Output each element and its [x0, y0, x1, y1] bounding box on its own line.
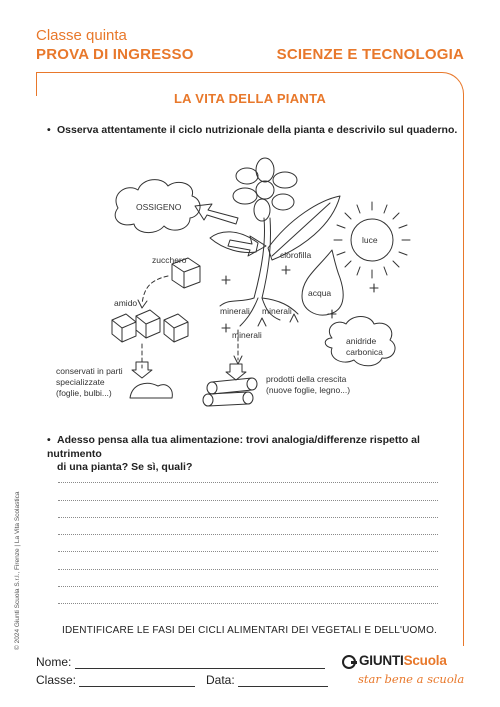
name-input-line[interactable]: [75, 657, 325, 669]
label-conservati-1: conservati in parti: [56, 366, 123, 376]
answer-line[interactable]: [58, 466, 438, 483]
logs-icon: [203, 378, 257, 406]
label-minerali-2: minerali: [262, 306, 292, 316]
plant-stem: [254, 218, 271, 298]
grade-label: Classe quinta: [36, 27, 127, 44]
logo-brand: GIUNTIScuola: [359, 653, 447, 668]
question-1: [47, 124, 467, 138]
instruction-text: IDENTIFICARE LE FASI DEI CICLI ALIMENTARI DEI VEGETALI E DELL'UOMO.: [62, 625, 438, 636]
label-ossigeno: OSSIGENO: [136, 202, 182, 212]
label-amido: amido: [114, 298, 138, 308]
answer-line[interactable]: [58, 535, 438, 552]
plus-sign: [328, 310, 336, 318]
question-1-text: Osserva attentamente il ciclo nutrizionale della pianta e descrivilo sul quaderno.: [57, 124, 458, 136]
question-2-text-line1: Adesso pensa alla tua alimentazione: trovi analogia/differenze rispetto al nutrimento: [47, 434, 420, 460]
sugar-to-starch-arrow: [142, 276, 168, 304]
subject-title: SCIENZE E TECNOLOGIA: [276, 46, 464, 63]
label-minerali-3: minerali: [232, 330, 262, 340]
date-label: Data:: [206, 673, 235, 687]
copyright-text: © 2024 Giunti Scuola S.r.l., Firenze | La Vita Scolastica: [14, 491, 21, 650]
bullet: •: [47, 434, 51, 446]
label-zucchero: zucchero: [152, 255, 187, 265]
label-anidride-2: carbonica: [346, 347, 383, 357]
label-conservati-3: (foglie, bulbi...): [56, 388, 112, 398]
page-title: LA VITA DELLA PIANTA: [173, 91, 327, 106]
class-input-line[interactable]: [79, 675, 195, 687]
label-acqua: acqua: [308, 288, 332, 298]
label-prodotti-1: prodotti della crescita: [266, 374, 347, 384]
plant-cycle-diagram: [40, 148, 470, 418]
class-label: Classe:: [36, 673, 77, 687]
label-minerali-1: minerali: [220, 306, 250, 316]
bulbs-icon: [130, 383, 172, 398]
logo-tagline: star bene a scuola: [358, 672, 465, 686]
date-field[interactable]: [206, 673, 328, 687]
question-2-text-line2: di una pianta? Se sì, quali?: [57, 461, 193, 473]
leaf-arrow: [228, 236, 266, 256]
class-field[interactable]: [36, 673, 195, 687]
plus-sign: [370, 284, 378, 292]
label-conservati-2: specializzate: [56, 377, 105, 387]
leaf-left: [210, 232, 258, 253]
answer-line[interactable]: [58, 518, 438, 535]
giunti-logo: [342, 652, 472, 696]
label-prodotti-2: (nuove foglie, legno...): [266, 385, 351, 395]
test-title: PROVA DI INGRESSO: [36, 46, 194, 63]
starch-cubes-icon: [112, 310, 188, 342]
flower-icon: [233, 158, 297, 221]
oxygen-arrow: [195, 204, 238, 224]
name-field[interactable]: [36, 655, 325, 669]
answer-line[interactable]: [58, 483, 438, 500]
label-luce: luce: [362, 235, 378, 245]
label-anidride-1: anidride: [346, 336, 377, 346]
giunti-g-icon: [342, 655, 356, 669]
date-input-line[interactable]: [238, 675, 328, 687]
answer-line[interactable]: [58, 552, 438, 569]
answer-line[interactable]: [58, 570, 438, 587]
name-label: Nome:: [36, 655, 72, 669]
answer-lines[interactable]: [58, 466, 438, 604]
copyright-vertical: [14, 470, 26, 650]
answer-line[interactable]: [58, 587, 438, 604]
answer-line[interactable]: [58, 501, 438, 518]
plus-sign: [282, 266, 290, 274]
plus-sign: [222, 276, 230, 284]
label-clorofilla: clorofilla: [280, 250, 312, 260]
plus-sign: [222, 324, 230, 332]
bullet: •: [47, 124, 51, 136]
